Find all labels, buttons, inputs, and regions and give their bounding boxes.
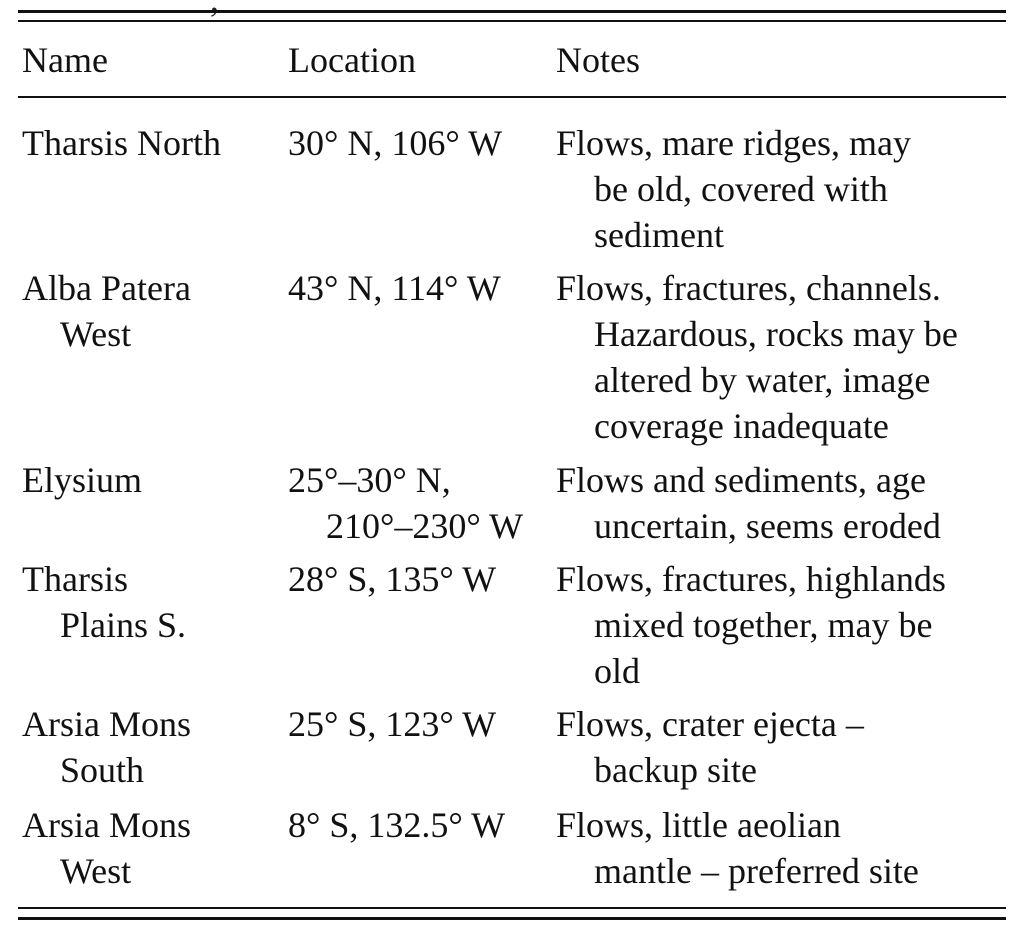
- bottom-rule-inner: [18, 907, 1006, 909]
- name-line: Alba Patera: [22, 268, 191, 308]
- header-name: Name: [22, 40, 108, 80]
- row-name: [22, 556, 186, 648]
- clipped-caption-fragment: [210, 0, 250, 4]
- notes-line: mixed together, may be: [594, 605, 933, 645]
- name-line: Arsia Mons: [22, 805, 191, 845]
- row-notes: [556, 265, 958, 449]
- location-line: 30° N, 106° W: [288, 123, 503, 163]
- row-name: [22, 457, 142, 503]
- location-line: 43° N, 114° W: [288, 268, 501, 308]
- notes-line: Flows and sediments, age: [556, 460, 926, 500]
- row-name: [22, 120, 221, 166]
- notes-line: altered by water, image: [594, 360, 931, 400]
- header-notes: Notes: [556, 40, 640, 80]
- name-line: Plains S.: [60, 605, 187, 645]
- row-notes: [556, 556, 946, 694]
- row-location: [288, 120, 502, 166]
- notes-line: old: [594, 651, 641, 691]
- bottom-rule-outer: [18, 917, 1006, 920]
- header-rule: [18, 96, 1006, 98]
- location-line: 8° S, 132.5° W: [288, 805, 506, 845]
- row-name: [22, 265, 191, 357]
- notes-line: sediment: [594, 215, 724, 255]
- notes-line: Flows, crater ejecta –: [556, 704, 864, 744]
- row-name: [22, 802, 191, 894]
- notes-line: coverage inadequate: [594, 406, 889, 446]
- name-line: West: [60, 851, 132, 891]
- notes-line: backup site: [594, 750, 757, 790]
- header-location: Location: [288, 40, 416, 80]
- notes-line: mantle – preferred site: [594, 851, 919, 891]
- name-line: South: [60, 750, 145, 790]
- row-name: [22, 701, 191, 793]
- top-rule-outer: [18, 10, 1006, 13]
- location-line: 25°–30° N,: [288, 460, 451, 500]
- notes-line: Flows, little aeolian: [556, 805, 841, 845]
- location-line: 25° S, 123° W: [288, 704, 497, 744]
- row-location: [288, 802, 505, 848]
- notes-line: Flows, mare ridges, may: [556, 123, 911, 163]
- top-rule-inner: [18, 20, 1006, 22]
- row-location: [288, 556, 496, 602]
- row-location: [288, 265, 501, 311]
- row-notes: [556, 457, 941, 549]
- row-location: [288, 701, 496, 747]
- name-line: Arsia Mons: [22, 704, 191, 744]
- name-line: West: [60, 314, 132, 354]
- notes-line: Hazardous, rocks may be: [594, 314, 958, 354]
- name-line: Elysium: [22, 460, 143, 500]
- notes-line: Flows, fractures, channels.: [556, 268, 941, 308]
- row-notes: [556, 802, 919, 894]
- row-location: [288, 457, 523, 549]
- location-line: 210°–230° W: [326, 506, 524, 546]
- name-line: Tharsis: [22, 559, 128, 599]
- notes-line: be old, covered with: [594, 169, 888, 209]
- name-line: Tharsis North: [22, 123, 221, 163]
- row-notes: [556, 701, 864, 793]
- location-line: 28° S, 135° W: [288, 559, 497, 599]
- notes-line: uncertain, seems eroded: [594, 506, 941, 546]
- row-notes: [556, 120, 911, 258]
- notes-line: Flows, fractures, highlands: [556, 559, 946, 599]
